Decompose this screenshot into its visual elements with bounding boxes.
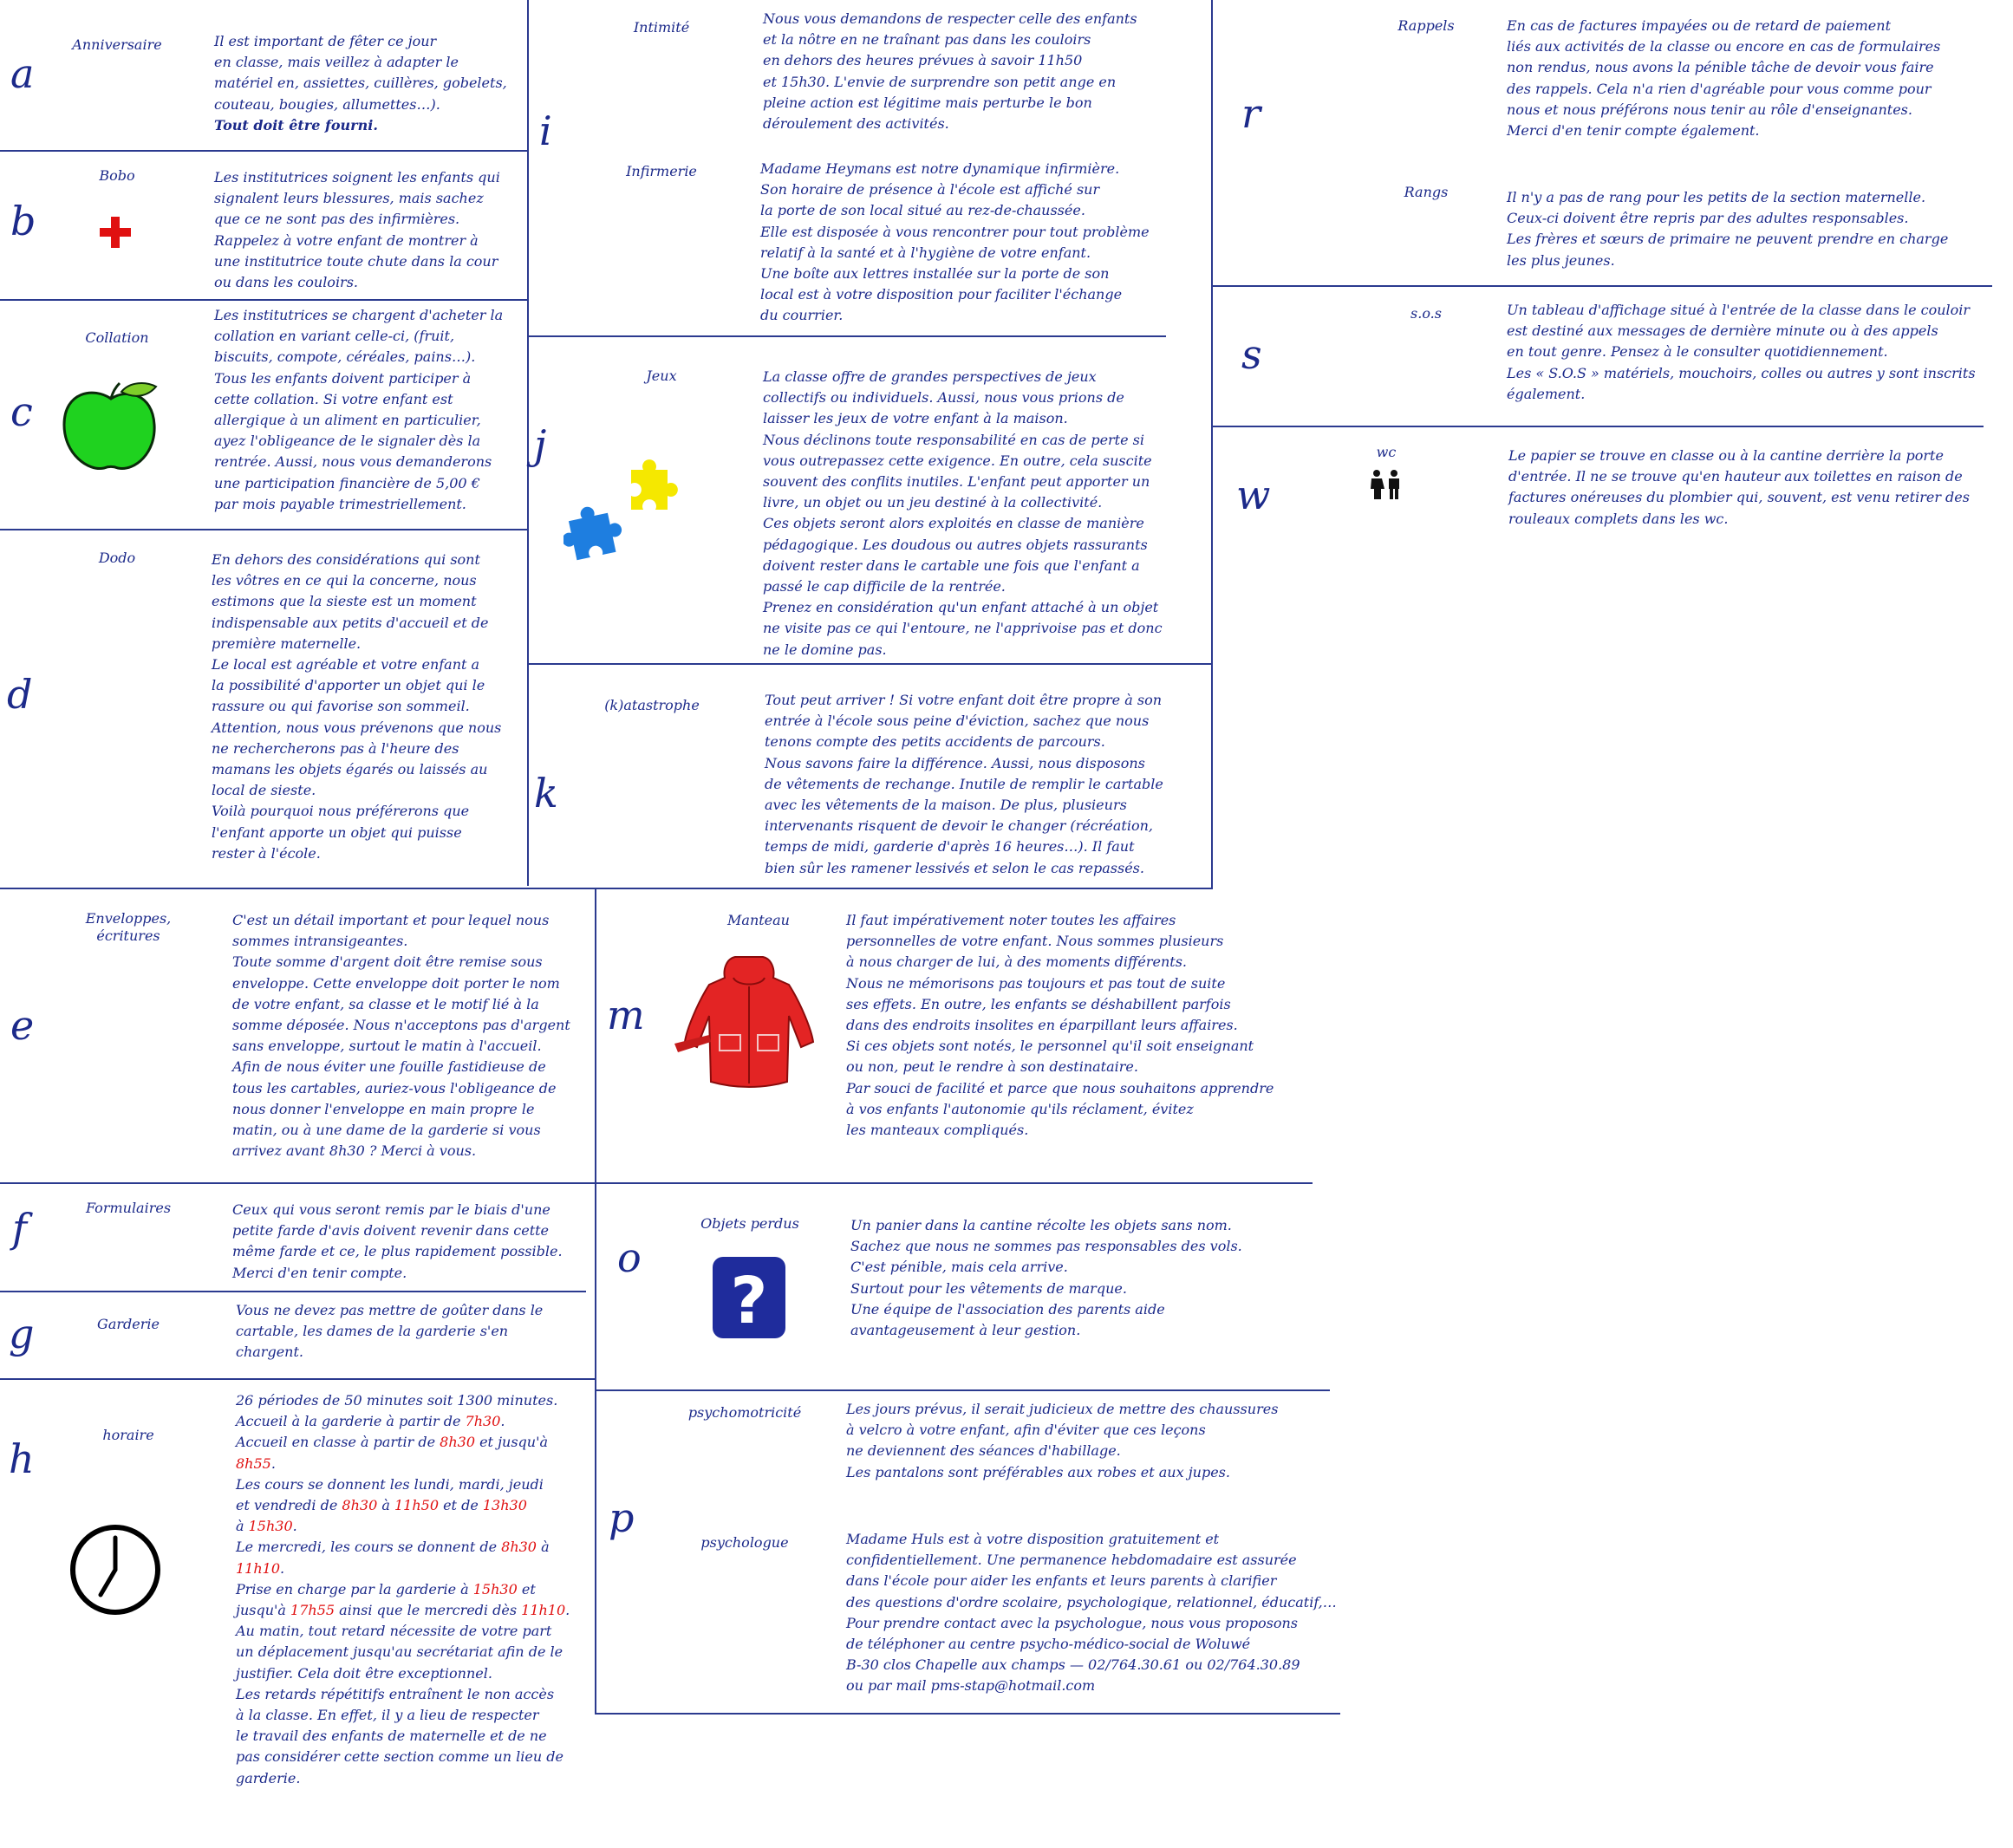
- text-line: même farde et ce, le plus rapidement possible.: [232, 1243, 563, 1260]
- svg-text:?: ?: [730, 1264, 768, 1338]
- divider: [0, 1378, 595, 1380]
- text-line: Tout peut arriver ! Si votre enfant doit être propre à son: [765, 692, 1162, 708]
- text-line: ou par mail pms-stap@hotmail.com: [846, 1677, 1096, 1695]
- text-line: que ce ne sont pas des infirmières.: [214, 211, 460, 228]
- section-letter-h: h: [9, 1435, 35, 1482]
- green-apple-icon: [59, 380, 163, 475]
- text-line: B-30 clos Chapelle aux champs — 02/764.30.61 ou 02/764.30.89: [846, 1656, 1300, 1674]
- text-line: pédagogique. Les doudous ou autres objets rassurants: [763, 536, 1148, 553]
- text-segment: 26 périodes de 50 minutes soit 1300 minutes.: [236, 1392, 558, 1409]
- divider: [529, 663, 1211, 665]
- section-letter-g: g: [9, 1311, 35, 1357]
- text-line: Les « S.O.S » matériels, mouchoirs, colles ou autres y sont inscrits: [1507, 364, 1976, 381]
- text-line: ne le domine pas.: [763, 641, 887, 658]
- text-line: [236, 1726, 570, 1747]
- text-line: Un tableau d'affichage situé à l'entrée de la classe dans le couloir: [1507, 302, 1971, 318]
- text-line: couteau, bougies, allumettes…).: [214, 95, 440, 113]
- divider: [1212, 285, 1992, 287]
- text-line: Les jours prévus, il serait judicieux de mettre des chaussures: [846, 1401, 1279, 1417]
- text-line: matériel en, assiettes, cuillères, gobelets,: [214, 75, 507, 92]
- text-line: Un panier dans la cantine récolte les objets sans nom.: [850, 1217, 1232, 1233]
- time-value: 7h30: [465, 1413, 501, 1430]
- text-line: Une équipe de l'association des parents aide: [850, 1300, 1165, 1318]
- time-value: 15h30: [248, 1518, 293, 1535]
- divider: [0, 888, 1212, 889]
- section-letter-m: m: [607, 992, 645, 1038]
- section-h-text: [236, 1390, 570, 1789]
- divider: [595, 1389, 1330, 1391]
- time-value: 13h30: [482, 1497, 527, 1514]
- text-line: Les institutrices se chargent d'acheter la: [214, 307, 504, 323]
- text-line: laisser les jeux de votre enfant à la maison.: [763, 410, 1068, 427]
- text-line: est destiné aux messages de dernière minute ou à des appels: [1507, 322, 1938, 340]
- text-line: du courrier.: [760, 307, 844, 324]
- section-letter-o: o: [617, 1234, 642, 1281]
- text-line: Tous les enfants doivent participer à: [214, 369, 472, 387]
- divider: [1211, 0, 1213, 889]
- text-line: Ceux-ci doivent être repris par des adultes responsables.: [1507, 210, 1909, 227]
- clock-icon: [68, 1522, 163, 1617]
- text-segment: pas considérer cette section comme un lieu de: [236, 1748, 564, 1766]
- time-value: 15h30: [472, 1580, 518, 1597]
- text-line: à velcro à votre enfant, afin d'éviter que ces leçons: [846, 1422, 1206, 1439]
- section-d-text: [212, 550, 501, 864]
- section-w-text: [1508, 446, 1970, 530]
- section-letter-s: s: [1241, 331, 1262, 378]
- section-letter-c: c: [10, 388, 33, 435]
- text-segment: .: [280, 1559, 285, 1577]
- divider: [595, 1182, 1313, 1184]
- text-segment: .: [270, 1454, 276, 1472]
- text-line: ne deviennent des séances d'habillage.: [846, 1442, 1121, 1460]
- text-segment: et vendredi de: [236, 1497, 342, 1514]
- text-line: C'est pénible, mais cela arrive.: [850, 1259, 1068, 1276]
- divider: [0, 1182, 595, 1184]
- puzzle-pieces-icon: [564, 458, 685, 570]
- text-line: Les pantalons sont préférables aux robes et aux jupes.: [846, 1463, 1230, 1480]
- text-line: souvent des conflits inutiles. L'enfant peut apporter un: [763, 473, 1150, 491]
- keyword-sos: s.o.s: [1410, 305, 1442, 322]
- text-segment: un déplacement jusqu'au secrétariat afin de le: [236, 1643, 564, 1661]
- text-line: ou non, peut le rendre à son destinataire.: [846, 1058, 1138, 1076]
- text-segment: ainsi que le mercredi dès: [335, 1602, 522, 1619]
- text-line: enveloppe. Cette enveloppe doit porter le nom: [232, 974, 560, 992]
- section-letter-b: b: [10, 198, 36, 244]
- text-line: relatif à la santé et à l'hygiène de votre enfant.: [760, 244, 1091, 261]
- text-line: Tout doit être fourni.: [214, 116, 378, 133]
- text-line: allergique à un aliment en particulier,: [214, 412, 481, 429]
- text-line: [236, 1432, 570, 1453]
- text-line: tous les cartables, auriez-vous l'obligeance de: [232, 1079, 557, 1096]
- section-letter-d: d: [7, 671, 33, 718]
- keyword-rappels: Rappels: [1397, 17, 1455, 34]
- text-line: Afin de nous éviter une fouille fastidieuse de: [232, 1058, 546, 1076]
- text-line: la porte de son local situé au rez-de-chaussée.: [760, 202, 1085, 219]
- divider: [595, 1713, 1340, 1715]
- text-line: En cas de factures impayées ou de retard de paiement: [1507, 17, 1891, 34]
- time-value: 8h30: [342, 1497, 378, 1514]
- text-line: Nous ne mémorisons pas toujours et pas tout de suite: [846, 974, 1226, 992]
- time-value: 8h30: [440, 1434, 475, 1451]
- divider: [0, 1291, 586, 1292]
- keyword-line: Enveloppes, écritures: [85, 910, 172, 944]
- text-line: et 15h30. L'envie de surprendre son petit ange en: [763, 73, 1117, 90]
- text-line: arrivez avant 8h30 ? Merci à vous.: [232, 1142, 477, 1160]
- text-line: ses effets. En outre, les enfants se déshabillent parfois: [846, 995, 1231, 1012]
- keyword-infirmerie: Infirmerie: [626, 163, 697, 179]
- text-line: estimons que la sieste est un moment: [212, 593, 477, 610]
- text-line: somme déposée. Nous n'acceptons pas d'argent: [232, 1017, 570, 1034]
- divider: [0, 299, 527, 301]
- text-line: Attention, nous vous prévenons que nous: [212, 719, 502, 736]
- text-line: livre, un objet ou un jeu destiné à la collectivité.: [763, 494, 1103, 511]
- time-value: 11h10: [521, 1602, 566, 1619]
- text-segment: Prise en charge par la garderie à: [236, 1580, 473, 1597]
- section-a-text: [214, 31, 507, 136]
- text-line: liés aux activités de la classe ou encore en cas de formulaires: [1507, 38, 1941, 55]
- text-line: confidentiellement. Une permanence hebdomadaire est assurée: [846, 1552, 1297, 1569]
- text-segment: et: [517, 1580, 536, 1597]
- text-line: Le papier se trouve en classe ou à la cantine derrière la porte: [1508, 447, 1944, 464]
- text-segment: justifier. Cela doit être exceptionnel.: [236, 1664, 492, 1682]
- text-line: bien sûr les ramener lessivés et selon le cas repassés.: [765, 859, 1144, 876]
- text-line: Vous ne devez pas mettre de goûter dans le: [236, 1302, 544, 1318]
- section-i-text-1: [763, 9, 1137, 134]
- text-line: petite farde d'avis doivent revenir dans cette: [232, 1222, 550, 1240]
- text-segment: à: [536, 1539, 550, 1556]
- keyword-wc: wc: [1376, 444, 1397, 460]
- text-line: avantageusement à leur gestion.: [850, 1322, 1081, 1339]
- text-line: Il est important de fêter ce jour: [214, 33, 437, 49]
- section-b-text: [214, 167, 500, 293]
- section-e-text: [232, 910, 570, 1162]
- text-line: déroulement des activités.: [763, 115, 949, 133]
- text-line: [236, 1642, 570, 1663]
- keyword-intimite: Intimité: [633, 19, 690, 36]
- text-segment: Le mercredi, les cours se donnent de: [236, 1539, 502, 1556]
- text-line: par mois payable trimestriellement.: [214, 495, 466, 512]
- text-line: [236, 1705, 570, 1726]
- text-line: Toute somme d'argent doit être remise sous: [232, 953, 543, 971]
- text-line: [236, 1579, 570, 1600]
- text-line: d'entrée. Il ne se trouve qu'en hauteur aux toilettes en raison de: [1508, 468, 1963, 485]
- text-line: passé le cap difficile de la rentrée.: [763, 578, 1006, 595]
- text-line: Pour prendre contact avec la psychologue, nous vous proposons: [846, 1614, 1298, 1631]
- time-value: 8h55: [236, 1454, 271, 1472]
- text-line: rentrée. Aussi, nous vous demanderons: [214, 453, 492, 471]
- keyword-anniversaire: Anniversaire: [72, 36, 162, 53]
- text-segment: et jusqu'à: [475, 1434, 549, 1451]
- text-line: chargent.: [236, 1344, 303, 1361]
- text-line: cartable, les dames de la garderie s'en: [236, 1323, 509, 1340]
- text-line: [236, 1411, 570, 1432]
- text-line: ne rechercherons pas à l'heure des: [212, 739, 459, 757]
- text-line: En dehors des considérations qui sont: [212, 551, 480, 568]
- text-line: à nous charger de lui, à des moments différents.: [846, 953, 1187, 971]
- text-line: [236, 1537, 570, 1558]
- text-line: Sachez que nous ne sommes pas responsables des vols.: [850, 1238, 1242, 1255]
- text-line: nous et nous préférons nous tenir au rôle d'enseignantes.: [1507, 101, 1912, 118]
- keyword-formulaires: Formulaires: [85, 1200, 172, 1216]
- section-letter-a: a: [10, 50, 35, 97]
- text-line: ne visite pas ce qui l'entoure, ne l'apprivoise pas et donc: [763, 620, 1163, 637]
- text-line: dans des endroits insolites en éparpillant leurs affaires.: [846, 1017, 1238, 1034]
- text-line: les vôtres en ce qui la concerne, nous: [212, 572, 477, 589]
- text-line: [236, 1454, 570, 1474]
- text-line: première maternelle.: [212, 634, 362, 652]
- section-j-text: [763, 367, 1163, 660]
- text-line: Merci d'en tenir compte.: [232, 1264, 407, 1281]
- text-line: cette collation. Si votre enfant est: [214, 390, 453, 407]
- text-line: en dehors des heures prévues à savoir 11h50: [763, 52, 1083, 69]
- text-line: rester à l'école.: [212, 844, 321, 862]
- keyword-katastrophe: (k)atastrophe: [604, 697, 700, 713]
- text-line: [236, 1684, 570, 1705]
- section-k-text: [765, 690, 1163, 879]
- time-value: 11h50: [394, 1497, 439, 1514]
- text-line: sommes intransigeantes.: [232, 933, 408, 950]
- text-line: local de sieste.: [212, 782, 316, 799]
- section-letter-j: j: [534, 421, 547, 468]
- text-line: [236, 1474, 570, 1495]
- section-letter-i: i: [539, 107, 552, 154]
- divider: [0, 529, 527, 530]
- text-line: doivent rester dans le cartable une fois que l'enfant a: [763, 556, 1140, 574]
- text-line: nous donner l'enveloppe en main propre le: [232, 1100, 535, 1117]
- text-line: [236, 1747, 570, 1767]
- text-line: non rendus, nous avons la pénible tâche de devoir vous faire: [1507, 59, 1934, 76]
- toilet-people-icon: [1368, 470, 1403, 499]
- keyword-bobo: Bobo: [99, 167, 135, 184]
- text-line: [236, 1516, 570, 1537]
- section-letter-w: w: [1236, 472, 1271, 518]
- keyword-enveloppes: [59, 910, 198, 945]
- text-segment: à la classe. En effet, il y a lieu de respecter: [236, 1707, 539, 1724]
- time-value: 17h55: [290, 1602, 336, 1619]
- text-line: biscuits, compote, céréales, pains…).: [214, 348, 476, 366]
- text-segment: Les cours se donnent les lundi, mardi, jeudi: [236, 1475, 544, 1493]
- keyword-psychomotricite: psychomotricité: [687, 1404, 802, 1421]
- text-line: des questions d'ordre scolaire, psychologique, relationnel, éducatif,…: [846, 1593, 1337, 1610]
- text-segment: Accueil à la garderie à partir de: [236, 1413, 466, 1430]
- keyword-horaire: horaire: [102, 1427, 154, 1443]
- text-line: Si ces objets sont notés, le personnel qu'il soit enseignant: [846, 1038, 1254, 1055]
- section-letter-p: p: [609, 1494, 635, 1541]
- section-c-text: [214, 305, 503, 515]
- text-line: pleine action est légitime mais perturbe le bon: [763, 94, 1092, 111]
- section-letter-k: k: [534, 770, 558, 817]
- text-segment: à: [377, 1497, 394, 1514]
- divider: [1212, 426, 1984, 427]
- question-mark-icon: [711, 1255, 787, 1340]
- section-m-text: [846, 910, 1274, 1141]
- divider: [595, 888, 596, 1715]
- text-segment: jusqu'à: [236, 1602, 291, 1619]
- text-segment: Accueil en classe à partir de: [236, 1434, 440, 1451]
- keyword-psychologue: psychologue: [700, 1534, 789, 1551]
- text-segment: .: [292, 1518, 297, 1535]
- text-segment: Au matin, tout retard nécessite de votre part: [236, 1623, 552, 1640]
- text-line: les plus jeunes.: [1507, 251, 1615, 269]
- text-line: [236, 1621, 570, 1642]
- text-segment: le travail des enfants de maternelle et de ne: [236, 1728, 547, 1745]
- keyword-objets-perdus: Objets perdus: [700, 1215, 799, 1232]
- text-segment: et de: [439, 1497, 483, 1514]
- text-line: en tout genre. Pensez à le consulter quotidiennement.: [1507, 343, 1888, 361]
- text-line: Rappelez à votre enfant de montrer à: [214, 231, 479, 249]
- section-letter-r: r: [1241, 90, 1261, 137]
- text-line: dans l'école pour aider les enfants et leurs parents à clarifier: [846, 1572, 1277, 1590]
- text-line: ou dans les couloirs.: [214, 274, 358, 291]
- text-line: Une boîte aux lettres installée sur la porte de son: [760, 265, 1110, 283]
- text-line: les manteaux compliqués.: [846, 1122, 1029, 1139]
- text-line: signalent leurs blessures, mais sachez: [214, 190, 484, 207]
- text-line: mamans les objets égarés ou laissés au: [212, 761, 488, 778]
- text-segment: .: [565, 1602, 570, 1619]
- text-line: Les institutrices soignent les enfants qui: [214, 169, 500, 185]
- keyword-collation: Collation: [85, 329, 149, 346]
- text-line: vous outrepassez cette exigence. En outre, cela suscite: [763, 452, 1152, 469]
- text-line: [236, 1558, 570, 1579]
- text-line: Prenez en considération qu'un enfant attaché à un objet: [763, 599, 1159, 616]
- text-line: entrée à l'école sous peine d'éviction, sachez que nous: [765, 713, 1150, 730]
- text-line: Merci d'en tenir compte également.: [1507, 122, 1760, 140]
- section-o-text: [850, 1215, 1242, 1341]
- time-value: 11h10: [236, 1559, 281, 1577]
- text-segment: Les retards répétitifs entraînent le non accès: [236, 1685, 555, 1702]
- text-line: en classe, mais veillez à adapter le: [214, 54, 459, 71]
- text-line: Le local est agréable et votre enfant a: [212, 656, 480, 673]
- divider: [527, 0, 529, 886]
- text-line: Nous déclinons toute responsabilité en cas de perte si: [763, 431, 1144, 448]
- keyword-rangs: Rangs: [1404, 184, 1449, 200]
- text-line: Les frères et sœurs de primaire ne peuvent prendre en charge: [1507, 231, 1949, 248]
- text-line: Ces objets seront alors exploités en classe de manière: [763, 515, 1144, 532]
- text-line: Madame Heymans est notre dynamique infirmière.: [760, 160, 1120, 177]
- section-r-text-2: [1507, 187, 1948, 271]
- section-g-text: [236, 1300, 543, 1363]
- text-line: Madame Huls est à votre disposition gratuitement et: [846, 1531, 1220, 1547]
- text-line: rassure ou qui favorise son sommeil.: [212, 698, 470, 715]
- text-line: collectifs ou individuels. Aussi, nous vous prions de: [763, 389, 1124, 407]
- text-segment: .: [500, 1413, 505, 1430]
- text-segment: garderie.: [236, 1769, 301, 1786]
- text-line: Il n'y a pas de rang pour les petits de la section maternelle.: [1507, 189, 1926, 205]
- section-letter-e: e: [10, 1002, 35, 1049]
- text-line: Elle est disposée à vous rencontrer pour tout problème: [760, 223, 1150, 240]
- text-line: à vos enfants l'autonomie qu'ils réclament, évitez: [846, 1100, 1194, 1117]
- text-line: également.: [1507, 385, 1586, 402]
- keyword-manteau: Manteau: [727, 912, 790, 928]
- keyword-garderie: Garderie: [97, 1316, 160, 1332]
- text-line: collation en variant celle-ci, (fruit,: [214, 328, 455, 345]
- section-letter-f: f: [12, 1205, 28, 1252]
- text-line: une participation financière de 5,00 €: [214, 474, 480, 491]
- text-line: la possibilité d'apporter un objet qui le: [212, 677, 485, 694]
- text-line: et la nôtre en ne traînant pas dans les couloirs: [763, 31, 1091, 49]
- text-line: personnelles de votre enfant. Nous sommes plusieurs: [846, 933, 1224, 950]
- text-line: de téléphoner au centre psycho-médico-social de Woluwé: [846, 1636, 1251, 1653]
- divider: [0, 150, 527, 152]
- section-r-text-1: [1507, 16, 1940, 141]
- text-line: Son horaire de présence à l'école est affiché sur: [760, 181, 1100, 198]
- text-line: [236, 1600, 570, 1621]
- text-line: Voilà pourquoi nous préférerons que: [212, 803, 470, 820]
- section-f-text: [232, 1200, 563, 1284]
- text-line: l'enfant apporte un objet qui puisse: [212, 823, 462, 841]
- section-p-text-2: [846, 1529, 1337, 1697]
- text-line: de votre enfant, sa classe et le motif lié à la: [232, 995, 539, 1012]
- text-line: sans enveloppe, surtout le matin à l'accueil.: [232, 1038, 542, 1055]
- red-cross-icon: [98, 215, 133, 250]
- text-line: factures onéreuses du plombier qui, souvent, est venu retirer des: [1508, 489, 1970, 506]
- text-line: rouleaux complets dans les wc.: [1508, 510, 1729, 527]
- text-line: C'est un détail important et pour lequel nous: [232, 912, 550, 928]
- text-line: indispensable aux petits d'accueil et de: [212, 614, 489, 631]
- text-line: [236, 1663, 570, 1684]
- text-line: des rappels. Cela n'a rien d'agréable pour vous comme pour: [1507, 80, 1932, 97]
- text-line: temps de midi, garderie d'après 16 heures…). Il faut: [765, 838, 1135, 856]
- text-line: [236, 1495, 570, 1516]
- text-line: [236, 1390, 570, 1411]
- time-value: 8h30: [501, 1539, 537, 1556]
- text-segment: à: [236, 1518, 249, 1535]
- text-line: une institutrice toute chute dans la cour: [214, 252, 498, 270]
- text-line: Nous savons faire la différence. Aussi, nous disposons: [765, 754, 1145, 771]
- text-line: intervenants risquent de devoir le changer (récréation,: [765, 817, 1153, 835]
- section-p-text-1: [846, 1399, 1278, 1483]
- text-line: avec les vêtements de la maison. De plus, plusieurs: [765, 797, 1127, 814]
- red-coat-icon: [674, 952, 824, 1092]
- keyword-dodo: Dodo: [98, 550, 136, 566]
- text-line: de vêtements de rechange. Inutile de remplir le cartable: [765, 775, 1163, 792]
- section-i-text-2: [760, 159, 1150, 327]
- keyword-jeux: Jeux: [646, 368, 677, 384]
- text-line: Ceux qui vous seront remis par le biais d'une: [232, 1201, 550, 1218]
- text-line: matin, ou à une dame de la garderie si vous: [232, 1122, 541, 1139]
- divider: [529, 335, 1166, 337]
- text-line: ayez l'obligeance de le signaler dès la: [214, 433, 481, 450]
- text-line: Nous vous demandons de respecter celle des enfants: [763, 10, 1137, 27]
- text-line: tenons compte des petits accidents de parcours.: [765, 733, 1105, 751]
- text-line: Par souci de facilité et parce que nous souhaitons apprendre: [846, 1079, 1274, 1096]
- text-line: La classe offre de grandes perspectives de jeux: [763, 368, 1097, 385]
- section-s-text: [1507, 300, 1976, 405]
- text-line: Il faut impérativement noter toutes les affaires: [846, 912, 1176, 928]
- text-line: [236, 1768, 570, 1789]
- text-line: Surtout pour les vêtements de marque.: [850, 1279, 1127, 1297]
- text-line: local est à votre disposition pour faciliter l'échange: [760, 286, 1123, 303]
